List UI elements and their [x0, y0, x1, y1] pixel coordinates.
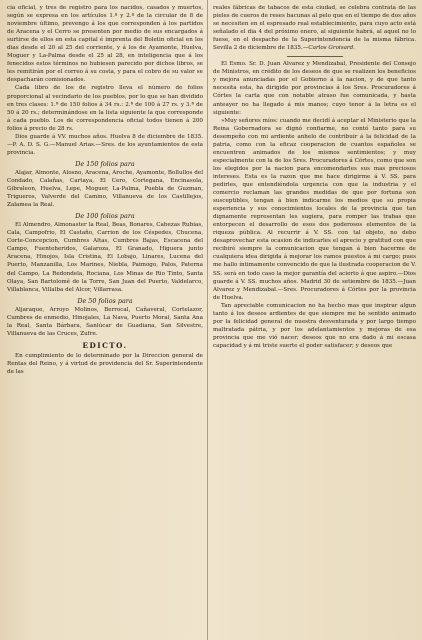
contract-text: reales fábricas de tabacos de esta ciudad, se celebra contrata de las pieles de cueros de reses bacunas al pelo que en el tiempo de dos años se necesiten en el espresado real establecimiento, para cuyo acto está señalado el dia 4 del próximo enero, al siguiente habrá, al aquel no lo fuese, en el despacho de la Superintendencia de la misma fábrica. Sevilla 2 de diciembre de 1835.—	[213, 5, 416, 52]
section-heading-100: De 100 folios para	[75, 212, 135, 221]
intro-paragraph: cia oficial, y tres de registro para los nacidos, casados y muertos, según se expresa en los artículos 1.º y 2.º de la circular de 8 de noviembre último, prevengo á los que corresponden á los partidos de Aracena y el Cerro se presenten por medio de sus encargados á surtirse de ellos en esta capital é imprenta del Boletin oficial en los dias desde el 20 al 25 del corriente, y á los de Ayamonte, Huelva, Moguer y La-Palma desde el 25 al 28, en inteligencia que á los fenecidos estos términos no hubiesen parecido por dichos libros, se les remitirán por el correo á su costa, y para el cobro de su valor se despacharán comisionados.	[7, 5, 203, 84]
edicto-text: En cumplimiento de lo determinado por la Direccion general de Rentas del Reino, y á virtud de providencia del Sr. Superintendente de las	[7, 352, 203, 376]
contract-paragraph	[213, 4, 416, 52]
section-heading-50: De 50 folios para	[77, 296, 133, 305]
left-column	[7, 4, 203, 638]
prices-paragraph: Cada libro de los de registro lleva el número de folios proporcional al vecindario de los pueblos, por lo que se han dividido en tres clases: 1.ª de 150 folios á 34 rs.: 2.ª de 100 á 27 rs. y 3.ª de 50 á 20 rs.; determinándose en la lista siguiente la que corresponde á cada pueblo. Los de correspondencia oficial todos tienen á 200 folios á precio de 28 rs.	[7, 85, 203, 132]
reply-paragraph: Tan apreciable comunicacion no ha hecho mas que inspirar algun tanto á los deseos ardientes de que siempre me he sentido animado por la felicidad general de nuestra desventurada y por largo tiempo maltratada pátria, y por los adelantamientos y mejoras de esa provincia que me vió nacer; deseos que no era dado á mi escasa capacidad y á mi triste suerte el poder satisfacer; y deseos que	[213, 302, 416, 349]
section-heading-150: De 150 folios para	[75, 159, 135, 168]
town-list-150: Alajar, Almonte, Alosno, Aracena, Aroche, Ayamonte, Bollullos del Condado, Calañas, Cartaya, El Cero, Cortegana, Encinasola, Gibraleon, Huelva, Lepe, Moguer, La-Palma, Puebla de Guzman, Trigueros, Valverde del Camino, Villanueva de los Castillejos, Zalamea la Real.	[7, 169, 203, 209]
column-divider	[207, 0, 208, 640]
signature-paragraph: Dios guarde á VV. muchos años. Huelva 8 de diciembre de 1835.—P. A. D. S. G.—Manuel Arias.—Sres. de los ayuntamientos de esta provincia.	[7, 133, 203, 156]
contract-signature: Carlos Groisard.	[308, 45, 355, 52]
town-list-100: El Almendro, Almonaster la Real, Beas, Bonares, Cabezas Rubias, Cala, Campofrio, El Castaño, Carrion de los Céspedes, Chucena, Corte-Concepcion, Cumbres Altas, Cumbres Bajas, Escacena del Campo, Fuenteheridos, Galaroza, El Granado, Higuera junto Aracena, Hinojos, Isla Cristina, El Lobajo, Linares, Lucena del Puerto, Manzanilla, Los Marines, Niebla, Paimogo, Palos, Paterna del Campo, La Redondela, Rociana, Los Minas de Rio Tinto, Santa Olaya, San Bartolomé de la Torre, San Juan del Puerto, Valdelarco, Villablanca, Villalba del Alcor, Villarrasa.	[7, 222, 203, 293]
right-column	[213, 4, 416, 638]
letter-intro: El Esmo. Sr. D. Juan Alvarez y Mendizabal, Presidente del Consejo de Ministros, en crédito de los deseos de que se realizen los beneficios y mejora anunciadas por el Gobierno á la nacion, y de que tanto necesita esta, ha dirigido por provincias á los Sres. Procuradores á Córtes la carta que con notable atraso fue comunicada, y hasta anteayer no ha llegado á mis manos; cuyo tenor á la letra es el siguiente:	[213, 61, 416, 116]
separator-rule	[287, 56, 343, 57]
letter-quote: »Muy señores míos: cuando me decidí á aceptar el Ministerio que la Reina Gobernadora se dignó confiarme, no contó tanto para su desempeño con mi ardiente anhelo de contribuir á la felicidad de la patria, como con la eficaz cooperacion de cuantos españoles se encuentren animados de los mismos sentimientos; y muy especialmente con la de los Sres. Procuradores á Córtes, como que son los elegidos por la nacion para encomendarles sus mas preciosos intereses. Esta es la razon que me hace dirigirme á V. SS. para pedirles, que entendiéndola urgencia con que la industria y el comercio reclaman las grandes medidas de que por fortuna son susceptibles, tengan á bien indicarme los medios que su propia esperiencia y sus conocimientos locales de la provincia que tan dignamente representan les sugiera, para romper las trabas que entorpecen el desarrollo de esos dos poderosos elementos de la riqueza pública. Al recurrir á V. SS. con tal objeto, no debo desaprovechar esta ocasion de indicarles el aprecio y gratitud con que recibiré siempre la comunicacion que tengan á bien hacerme de cualquiera idea dirigida á mejorar los ramos puestos á mi cargo; pues me hallo íntimamente convencido de que la ilustrada cooperacion de V. SS. será en todo caso la mejor garantía del acierto á que aspiro.—Dios guarde á V. SS. muchos años. Madrid 30 de setiembre de 1835.—Juan Alvarez y Mendizabal.—Sres. Procuradores á Córtes por la provincia de Huelva.	[213, 117, 416, 301]
edicto-heading: EDICTO.	[82, 340, 128, 350]
town-list-50: Aljaraque, Arroyo Molinos, Berrocal, Cañaveral, Cortelazor, Cumbres de enmedio, Hinojales, La Nava, Puerto Moral, Santa Ana la Real, Santa Bárbara, Sanlúcar de Guadiana, San Silvestre, Villanueva de las Cruces, Zufre.	[7, 306, 203, 337]
